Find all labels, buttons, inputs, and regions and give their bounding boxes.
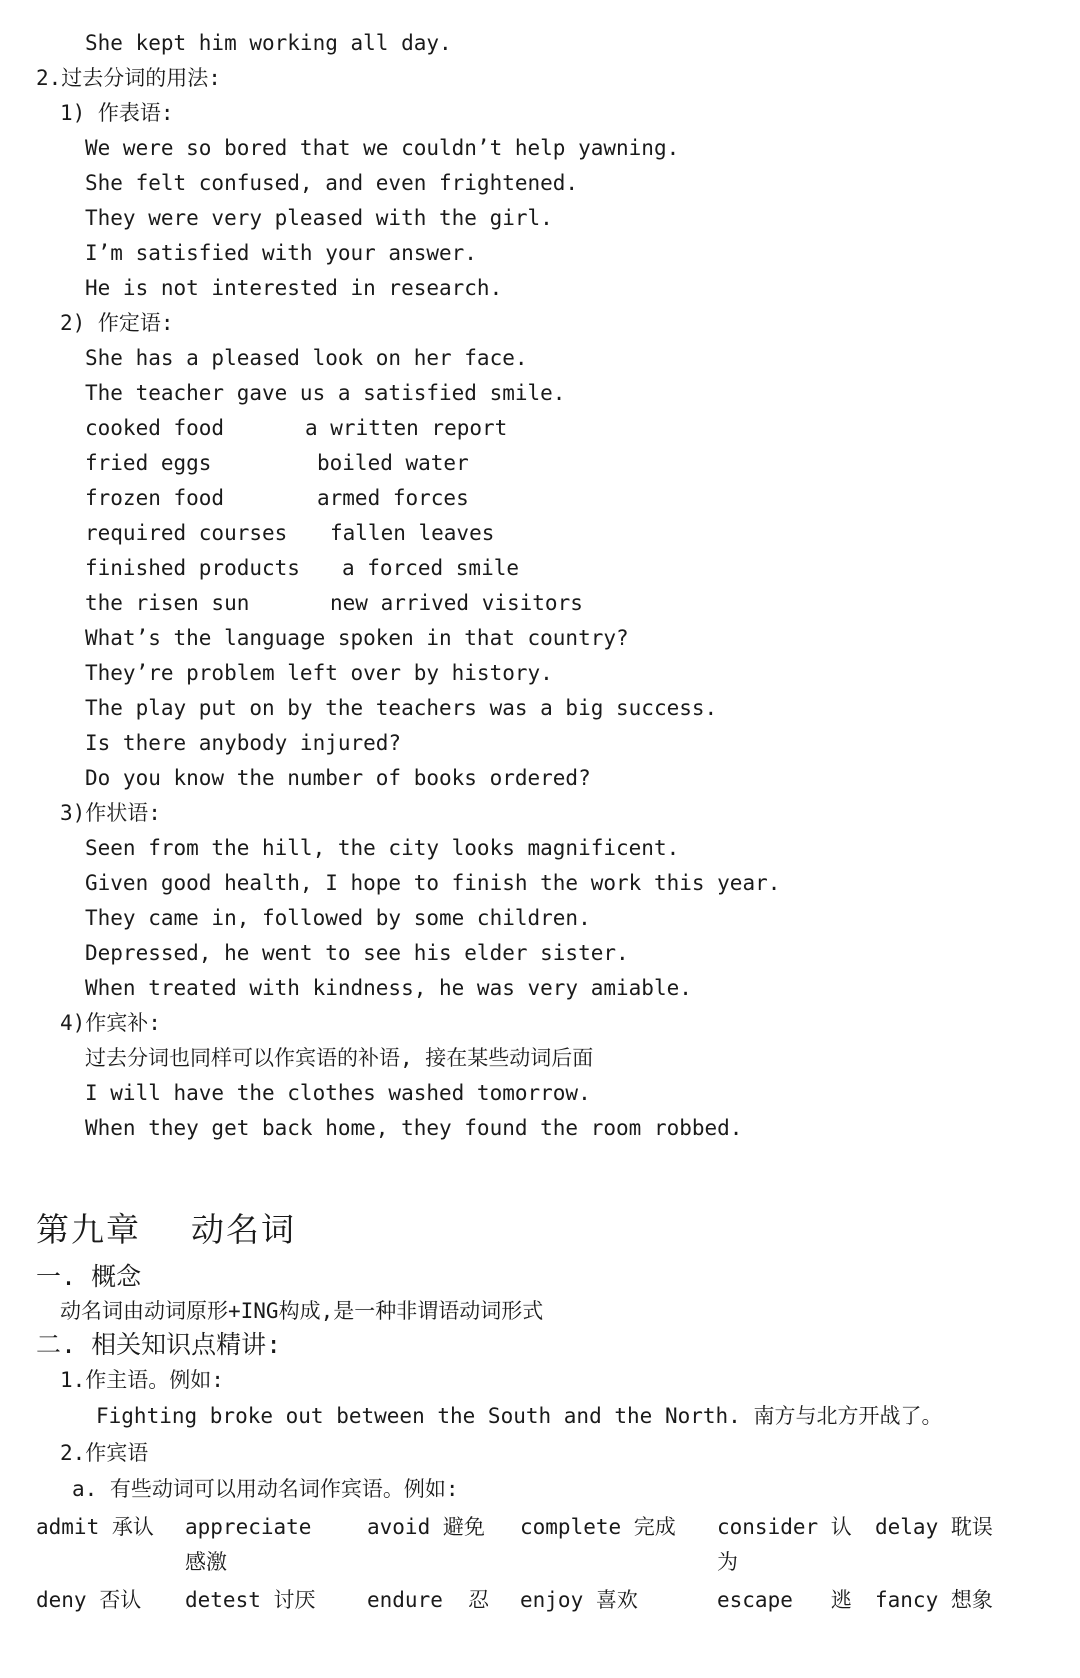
- explanation-text: 过去分词也同样可以作宾语的补语, 接在某些动词后面: [85, 1046, 594, 1070]
- chapter-title: [36, 1210, 296, 1250]
- example-sentence: Fighting broke out between the South and the North. 南方与北方开战了。: [96, 1404, 943, 1428]
- phrase-right: a forced smile: [342, 556, 520, 580]
- section-heading: 一. 概念: [36, 1262, 142, 1291]
- chapter-name: 动名词: [191, 1210, 296, 1249]
- section-heading: 2.过去分词的用法:: [36, 66, 221, 90]
- verb-cell: fancy 想象: [875, 1588, 993, 1612]
- phrase-right: boiled water: [317, 451, 469, 475]
- verb-cell: avoid 避免: [367, 1515, 485, 1539]
- example-sentence: They’re problem left over by history.: [85, 661, 553, 685]
- phrase-left: cooked food: [85, 416, 225, 440]
- sub-heading: 1) 作表语:: [60, 101, 174, 125]
- example-sentence: Given good health, I hope to finish the work this year.: [85, 871, 781, 895]
- sub-heading: 4)作宾补:: [60, 1011, 161, 1035]
- phrase-pair: [85, 520, 685, 546]
- verb-cell: admit 承认: [36, 1515, 154, 1539]
- phrase-left: finished products: [85, 556, 300, 580]
- sub-heading: 2) 作定语:: [60, 311, 174, 335]
- verb-cell-wrap: 为: [717, 1550, 738, 1574]
- verb-cell: detest 讨厌: [185, 1588, 316, 1612]
- example-sentence: Depressed, he went to see his elder sister.: [85, 941, 629, 965]
- phrase-right: new arrived visitors: [330, 591, 583, 615]
- example-sentence: When they get back home, they found the room robbed.: [85, 1116, 743, 1140]
- example-sentence: I will have the clothes washed tomorrow.: [85, 1081, 591, 1105]
- phrase-left: frozen food: [85, 486, 225, 510]
- phrase-left: required courses: [85, 521, 288, 545]
- section-body: 动名词由动词原形+ING构成,是一种非谓语动词形式: [60, 1299, 544, 1323]
- verb-cell: deny 否认: [36, 1588, 142, 1612]
- phrase-pair: [85, 450, 685, 476]
- phrase-left: fried eggs: [85, 451, 212, 475]
- sub-item: a. 有些动词可以用动名词作宾语。例如:: [72, 1477, 459, 1501]
- verb-cell: complete 完成: [520, 1515, 676, 1539]
- phrase-pair: [85, 415, 685, 441]
- sub-heading: 1.作主语。例如:: [60, 1368, 224, 1392]
- phrase-left: the risen sun: [85, 591, 250, 615]
- phrase-right: fallen leaves: [330, 521, 495, 545]
- example-sentence: He is not interested in research.: [85, 276, 503, 300]
- section-heading: 二. 相关知识点精讲:: [36, 1330, 282, 1359]
- phrase-pair: [85, 555, 685, 581]
- chapter-number: 第九章: [36, 1210, 141, 1249]
- verb-cell: consider 认: [717, 1515, 852, 1539]
- example-sentence: She kept him working all day.: [85, 31, 452, 55]
- verb-cell: appreciate: [185, 1515, 312, 1539]
- example-sentence: When treated with kindness, he was very amiable.: [85, 976, 692, 1000]
- sub-heading: 3)作状语:: [60, 801, 161, 825]
- verb-cell: delay 耽误: [875, 1515, 993, 1539]
- phrase-pair: [85, 590, 685, 616]
- example-sentence: The play put on by the teachers was a big success.: [85, 696, 718, 720]
- phrase-right: a written report: [305, 416, 508, 440]
- example-sentence: Do you know the number of books ordered?: [85, 766, 591, 790]
- example-sentence: She has a pleased look on her face.: [85, 346, 528, 370]
- example-sentence: What’s the language spoken in that country?: [85, 626, 629, 650]
- example-sentence: Is there anybody injured?: [85, 731, 402, 755]
- verb-cell: enjoy 喜欢: [520, 1588, 638, 1612]
- phrase-right: armed forces: [317, 486, 469, 510]
- example-sentence: I’m satisfied with your answer.: [85, 241, 477, 265]
- example-sentence: They came in, followed by some children.: [85, 906, 591, 930]
- verb-cell: escape 逃: [717, 1588, 852, 1612]
- sub-heading: 2.作宾语: [60, 1441, 149, 1465]
- verb-cell-wrap: 感激: [185, 1550, 227, 1574]
- phrase-pair: [85, 485, 685, 511]
- example-sentence: Seen from the hill, the city looks magnificent.: [85, 836, 680, 860]
- example-sentence: We were so bored that we couldn’t help yawning.: [85, 136, 680, 160]
- example-sentence: They were very pleased with the girl.: [85, 206, 553, 230]
- verb-cell: endure 忍: [367, 1588, 490, 1612]
- example-sentence: The teacher gave us a satisfied smile.: [85, 381, 566, 405]
- example-sentence: She felt confused, and even frightened.: [85, 171, 579, 195]
